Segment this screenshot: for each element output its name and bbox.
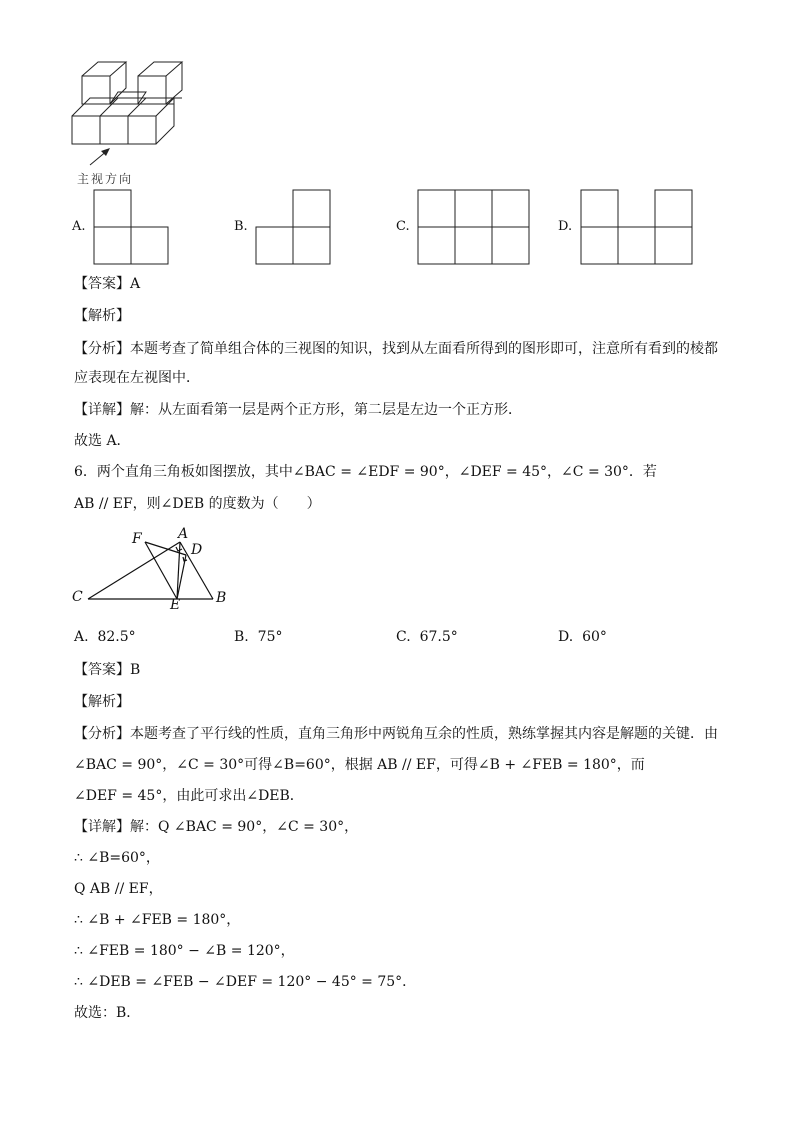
label-A: A [178, 526, 189, 542]
triangle-figure [0, 0, 1, 1]
label-D: D [191, 542, 203, 558]
q5-option-b-label: B. [234, 219, 248, 234]
q6-option-d [558, 629, 607, 645]
q6-detail-line: ∴ ∠B=60°， [74, 850, 160, 866]
label-F: F [132, 531, 142, 547]
q6-analysis-line1: 【分析】本题考查了平行线的性质，直角三角形中两锐角互余的性质，熟练掌握其内容是解题的关键．由 [74, 726, 718, 742]
q6-option-d-label: D. [558, 629, 574, 645]
q6-option-c [396, 629, 458, 645]
q5-analysis-line1: 【分析】本题考查了简单组合体的三视图的知识，找到从左面看所得到的图形即可，注意所有看到的棱都 [74, 341, 718, 357]
q5-detail: 【详解】解：从左面看第一层是两个正方形，第二层是左边一个正方形． [74, 402, 522, 418]
q6-detail-line: ∴ ∠FEB = 180° − ∠B = 120°， [74, 943, 295, 959]
q6-option-a-label: A. [74, 629, 89, 645]
q6-choose: 故选：B． [74, 1005, 141, 1021]
q5-analysis-line2: 应表现在左视图中． [74, 370, 200, 386]
q6-detail-line: 【详解】解：Q ∠BAC = 90°，∠C = 30°， [74, 819, 359, 835]
q6-answer: 【答案】B [74, 662, 141, 678]
q6-option-c-value: 67.5° [419, 629, 458, 645]
q6-detail-line: Q AB // EF， [74, 881, 163, 897]
q6-detail-line: ∴ ∠B + ∠FEB = 180°， [74, 912, 241, 928]
q5-option-d-label: D. [558, 219, 573, 234]
q6-option-a [74, 629, 136, 645]
q6-analysis-heading: 【解析】 [74, 694, 130, 710]
label-C: C [72, 589, 83, 605]
q6-option-b [234, 629, 282, 645]
view-direction-label: 主视方向 [77, 172, 134, 186]
label-E: E [170, 597, 181, 613]
q6-stem-line1: 6．两个直角三角板如图摆放，其中∠BAC = ∠EDF = 90°，∠DEF = 45°，∠C = 30°．若 [74, 464, 657, 480]
q5-analysis-heading: 【解析】 [74, 308, 130, 324]
q6-stem-line2: AB // EF，则∠DEB 的度数为（ ） [74, 496, 321, 512]
q5-option-c-label: C. [396, 219, 410, 234]
q6-option-c-label: C. [396, 629, 411, 645]
q6-option-d-value: 60° [582, 629, 607, 645]
label-B: B [216, 590, 227, 606]
q5-answer: 【答案】A [74, 276, 141, 292]
q6-option-b-value: 75° [257, 629, 283, 645]
q5-option-a-label: A. [72, 219, 86, 234]
q5-choose: 故选 A． [74, 433, 131, 449]
q6-analysis-line2: ∠BAC = 90°，∠C = 30°可得∠B=60°，根据 AB // EF，可得∠B + ∠FEB = 180°，而 [74, 757, 645, 773]
q6-detail-line: ∴ ∠DEB = ∠FEB − ∠DEF = 120° − 45° = 75°． [74, 974, 417, 990]
cube-stack-figure [0, 0, 200, 170]
q6-option-b-label: B. [234, 629, 249, 645]
q6-analysis-line3: ∠DEF = 45°，由此可求出∠DEB． [74, 788, 304, 804]
q6-option-a-value: 82.5° [97, 629, 136, 645]
